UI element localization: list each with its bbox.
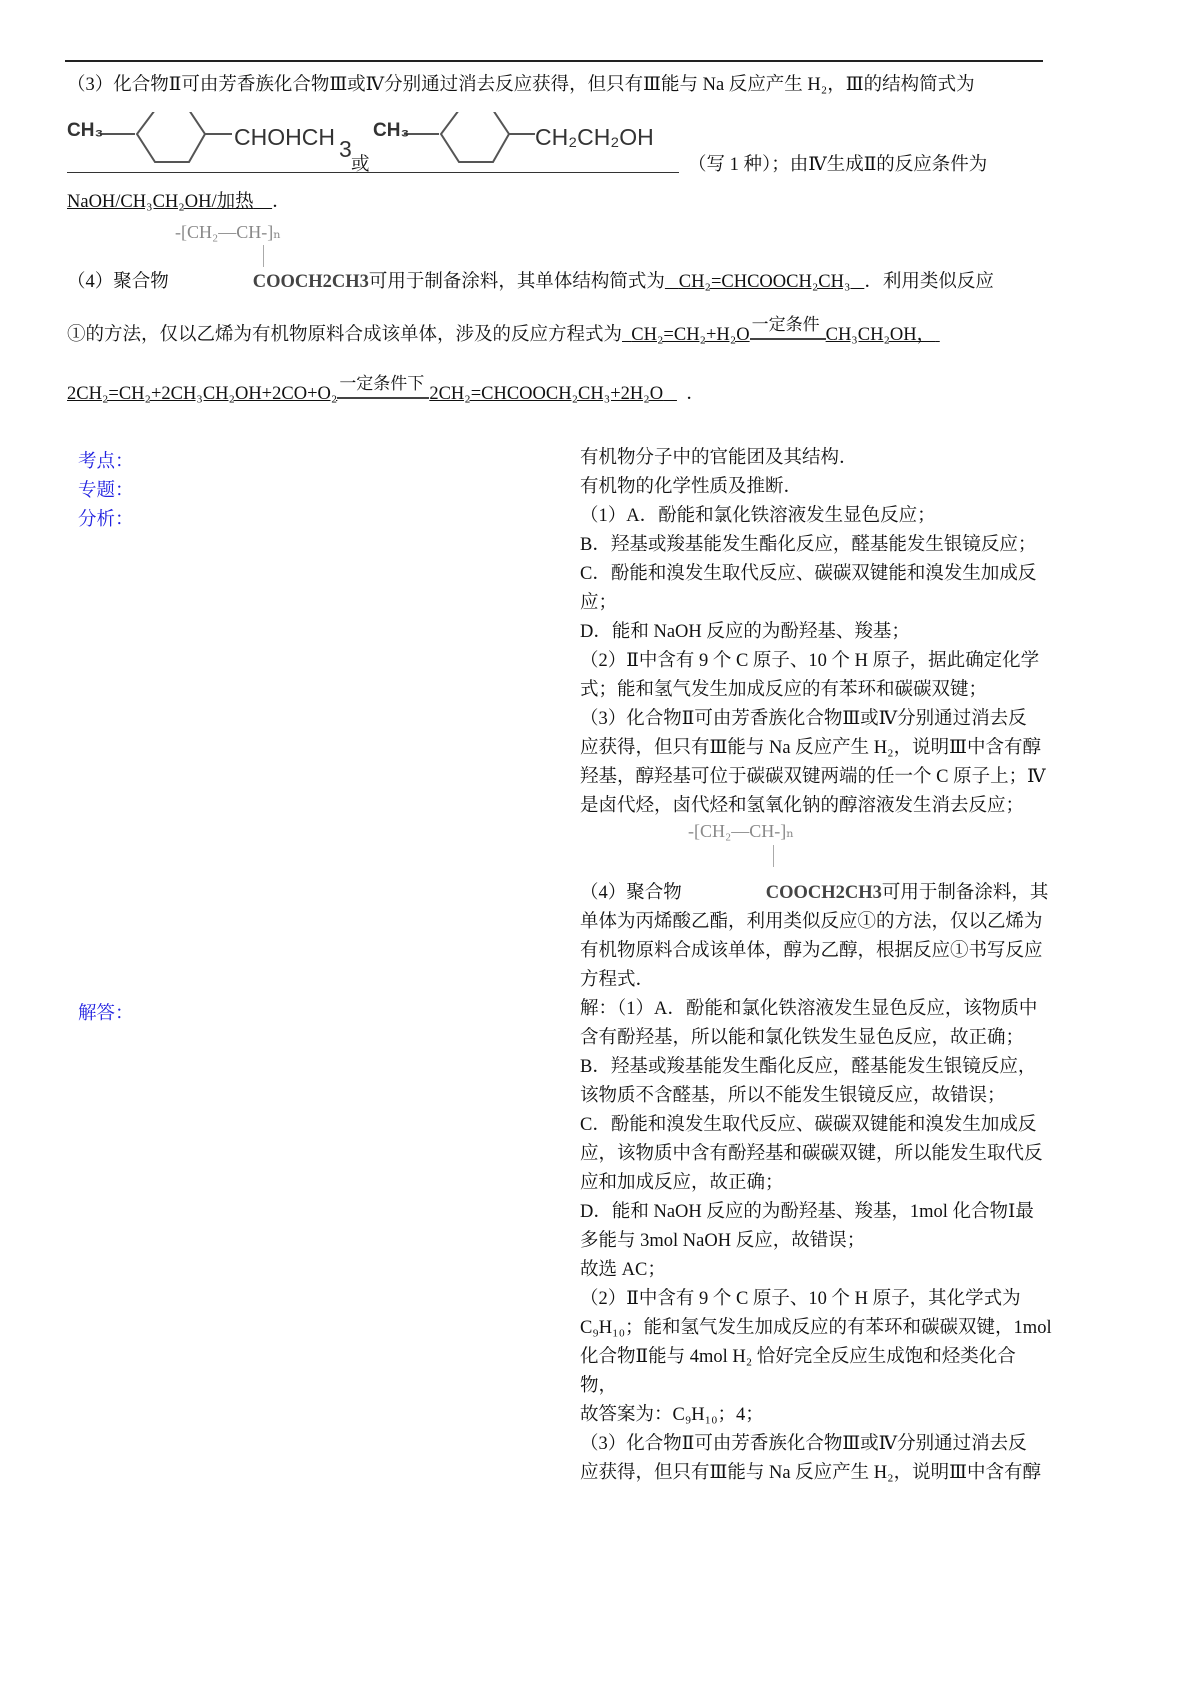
text-line: 羟基，醇羟基可位于碳碳双键两端的任一个 C 原子上；Ⅳ [580,767,1046,787]
polymer-formula-bottom: COOCH2CH3 [765,883,882,903]
text-line: 应和加成反应，故正确； [580,1173,784,1193]
text-line: 多能与 3mol NaOH 反应，故错误； [580,1231,866,1251]
polymer-formula-top: -[CH₂—CH-]ₙ [175,222,282,242]
polymer-formula-bottom: COOCH2CH3 [252,272,369,292]
text-line: 有机物分子中的官能团及其结构． [580,448,858,468]
text-line: C．酚能和溴发生取代反应、碳碳双键能和溴发生加成反 [580,564,1037,584]
ch3-label: CH₃ [67,120,104,141]
polymer-bond [263,245,264,267]
q4-line1 [67,267,994,293]
q3-line1 [67,70,981,96]
q3-line2 [688,150,1005,176]
analysis-suffix: 可用于制备涂料，其 [881,883,1049,903]
structure-answer [67,112,679,173]
explanation-column [580,444,1070,1488]
text-line: B．羟基或羧基能发生酯化反应，醛基能发生银镜反应， [580,1057,1037,1077]
condition-label: 一定条件 [751,315,820,334]
sub-3: 3 [339,136,352,162]
text-line: （1）A．酚能和氯化铁溶液发生显色反应； [580,506,936,526]
text-line: 有机物原料合成该单体，醇为乙醇，根据反应①书写反应 [580,941,1043,961]
q4-text2: ．利用类似反应 [864,272,994,292]
text-line: 式；能和氢气发生加成反应的有苯环和碳碳双键； [580,680,988,700]
text-line: 应； [580,593,618,613]
analysis-polymer-line [580,821,1070,908]
text-line: 应，该物质中含有酚羟基和碳碳双键，所以能发生取代反 [580,1144,1043,1164]
q4-line2 [67,315,940,346]
text-line: 含有酚羟基，所以能和氯化铁发生显色反应，故正确； [580,1028,1025,1048]
text-line: （2）Ⅱ中含有 9 个 C 原子、10 个 H 原子，据此确定化学 [580,651,1040,671]
or-text: 或 [351,155,370,175]
text-line: D．能和 NaOH 反应的为酚羟基、羧基； [580,622,910,642]
ch2ch2oh-label: CH₂CH₂OH [535,124,654,150]
q3-answer2 [67,187,291,213]
label-kaodian: 考点： [78,452,134,472]
ch3-label: CH₃ [373,120,410,141]
polymer-bond [773,845,774,867]
text-line: 应获得，但只有Ⅲ能与 Na 反应产生 H₂，说明Ⅲ中含有醇 [580,738,1041,758]
text-line: 有机物的化学性质及推断． [580,477,803,497]
text-line: 是卤代烃，卤代烃和氢氧化钠的醇溶液发生消去反应； [580,796,1025,816]
text-line: 解：（1）A．酚能和氯化铁溶液发生显色反应，该物质中 [580,999,1038,1019]
q3-text: （3）化合物Ⅱ可由芳香族化合物Ⅲ或Ⅳ分别通过消去反应获得，但只有Ⅲ能与 Na 反应产生 H₂，Ⅲ的结构简式为 [67,75,975,95]
analysis-prefix: （4）聚合物 [580,883,682,903]
text-line: 该物质不含醛基，所以不能发生银镜反应，故错误； [580,1086,1006,1106]
text-line: B．羟基或羧基能发生酯化反应，醛基能发生银镜反应； [580,535,1037,555]
q4-text: 可用于制备涂料，其单体结构简式为 [368,272,665,292]
eq2-right: 2CH₂=CHCOOCH₂CH₃+2H₂O [429,384,664,404]
text-line: C₉H₁₀；能和氢气发生加成反应的有苯环和碳碳双键，1mol [580,1318,1052,1338]
text-line: （3）化合物Ⅱ可由芳香族化合物Ⅲ或Ⅳ分别通过消去反 [580,709,1027,729]
polymer-formula-top: -[CH₂—CH-]ₙ [688,821,795,841]
period: ． [272,192,291,212]
text-line: 故答案为：C₉H₁₀；4； [580,1405,764,1425]
text-line: D．能和 NaOH 反应的为酚羟基、羧基，1mol 化合物Ⅰ最 [580,1202,1034,1222]
label-jieda: 解答： [78,1004,134,1024]
q4-line3 [67,374,705,405]
q4-text3: ①的方法，仅以乙烯为有机物原料合成该单体，涉及的反应方程式为 [67,325,623,345]
eq2-left: 2CH₂=CH₂+2CH₃CH₂OH+2CO+O₂ [67,384,338,404]
text-line: 应获得，但只有Ⅲ能与 Na 反应产生 H₂，说明Ⅲ中含有醇 [580,1463,1041,1483]
label-fenxi: 分析： [78,510,134,530]
text-line: （2）Ⅱ中含有 9 个 C 原子、10 个 H 原子，其化学式为 [580,1289,1021,1309]
top-rule [65,60,1043,62]
text-line: 物， [580,1376,618,1396]
q3-text2: （写 1 种）；由Ⅳ生成Ⅱ的反应条件为 [688,155,988,175]
condition-label: 一定条件下 [339,374,425,393]
text-line: 单体为丙烯酸乙酯，利用类似反应①的方法，仅以乙烯为 [580,912,1043,932]
text-line: 故选 AC； [580,1260,666,1280]
label-zhuanti: 专题： [78,481,134,501]
eq1-right: CH₃CH₂OH， [825,325,936,345]
monomer-answer: CH₂=CHCOOCH₂CH₃ [678,272,851,292]
q4-prefix: （4）聚合物 [67,272,169,292]
text-line: C．酚能和溴发生取代反应、碳碳双键能和溴发生加成反 [580,1115,1037,1135]
condition-answer: NaOH/CH₃CH₂OH/加热 [67,192,254,212]
period: ． [686,384,705,404]
text-line: 方程式． [580,970,655,990]
chohch-label: CHOHCH [234,124,335,150]
text-line: （3）化合物Ⅱ可由芳香族化合物Ⅲ或Ⅳ分别通过消去反 [580,1434,1027,1454]
eq1-left: CH₂=CH₂+H₂O [631,325,750,345]
text-line: 化合物Ⅱ能与 4mol H₂ 恰好完全反应生成饱和烃类化合 [580,1347,1016,1367]
